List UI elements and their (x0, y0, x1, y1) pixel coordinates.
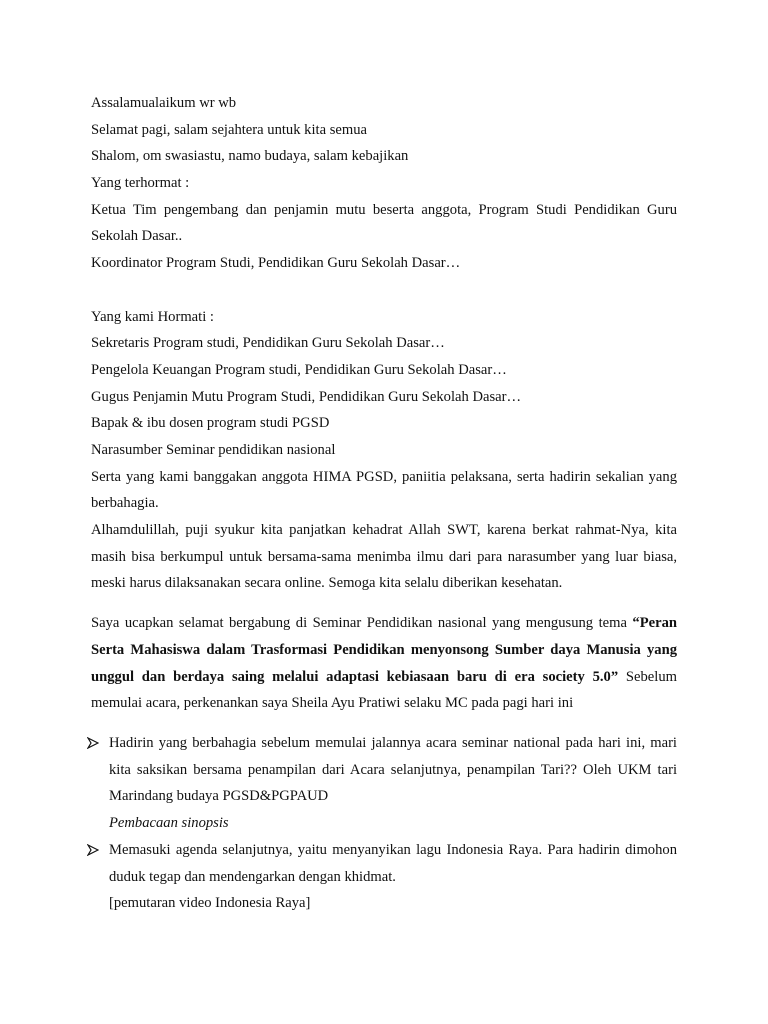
agenda-item-text: Hadirin yang berbahagia sebelum memulai jalannya acara seminar national pada hari ini, mari kita saksikan bersama penampilan dari Acara selanjutnya, penampilan Tari?? Oleh UKM tari Marindang budaya PGSD&PGPAUD (109, 734, 677, 805)
agenda-item (91, 730, 677, 837)
agenda-item (91, 837, 677, 917)
agenda-item-note: Pembacaan sinopsis (109, 815, 229, 832)
honored-line: Bapak & ibu dosen program studi PGSD (91, 415, 330, 432)
welcome-intro: Saya ucapkan selamat bergabung di Seminar Pendidikan nasional yang mengusung tema (91, 615, 633, 632)
welcome-outro: Sebelum memulai acara, perkenankan saya Sheila Ayu Pratiwi selaku MC pada pagi hari ini (91, 668, 677, 712)
document-page (91, 90, 677, 917)
arrowhead-bullet-icon (87, 844, 99, 856)
respected-line: Koordinator Program Studi, Pendidikan Guru Sekolah Dasar… (91, 255, 461, 272)
honored-line: Sekretaris Program studi, Pendidikan Guru Sekolah Dasar… (91, 335, 445, 352)
greeting-line: Shalom, om swasiastu, namo budaya, salam kebajikan (91, 148, 409, 165)
proud-paragraph: Serta yang kami banggakan anggota HIMA PGSD, paniitia pelaksana, serta hadirin sekalian yang berbahagia. (91, 468, 677, 512)
paragraph-spacer (91, 597, 677, 610)
greeting-line: Assalamualaikum wr wb (91, 95, 237, 111)
agenda-item-note: [pemutaran video Indonesia Raya] (109, 895, 311, 912)
honored-heading: Yang kami Hormati : (91, 308, 214, 325)
arrowhead-bullet-icon (87, 737, 99, 749)
respected-heading: Yang terhormat : (91, 175, 190, 192)
respected-line: Ketua Tim pengembang dan penjamin mutu beserta anggota, Program Studi Pendidikan Guru Sekolah Dasar.. (91, 201, 677, 245)
blank-line (91, 277, 677, 304)
honored-line: Pengelola Keuangan Program studi, Pendidikan Guru Sekolah Dasar… (91, 361, 507, 378)
gratitude-paragraph: Alhamdulillah, puji syukur kita panjatkan kehadrat Allah SWT, karena berkat rahmat-Nya, kita masih bisa berkumpul untuk bersama-sama menimba ilmu dari para narasumber yang luar biasa, meski harus dilaksanakan secara online. Semoga kita selalu diberikan kesehatan. (91, 522, 677, 592)
honored-line: Gugus Penjamin Mutu Program Studi, Pendidikan Guru Sekolah Dasar… (91, 388, 522, 405)
honored-line: Narasumber Seminar pendidikan nasional (91, 441, 336, 458)
greeting-line: Selamat pagi, salam sejahtera untuk kita semua (91, 121, 367, 138)
seminar-theme: “Peran Serta Mahasiswa dalam Trasformasi Pendidikan menyonsong Sumber daya Manusia yang unggul dan berdaya saing melalui adaptasi kebiasaan baru di era society 5.0” (91, 615, 677, 685)
welcome-paragraph (91, 610, 677, 717)
agenda-item-text: Memasuki agenda selanjutnya, yaitu menyanyikan lagu Indonesia Raya. Para hadirin dimohon duduk tegap dan mendengarkan dengan khidmat. (109, 841, 677, 885)
agenda-list (91, 730, 677, 917)
paragraph-spacer (91, 717, 677, 730)
